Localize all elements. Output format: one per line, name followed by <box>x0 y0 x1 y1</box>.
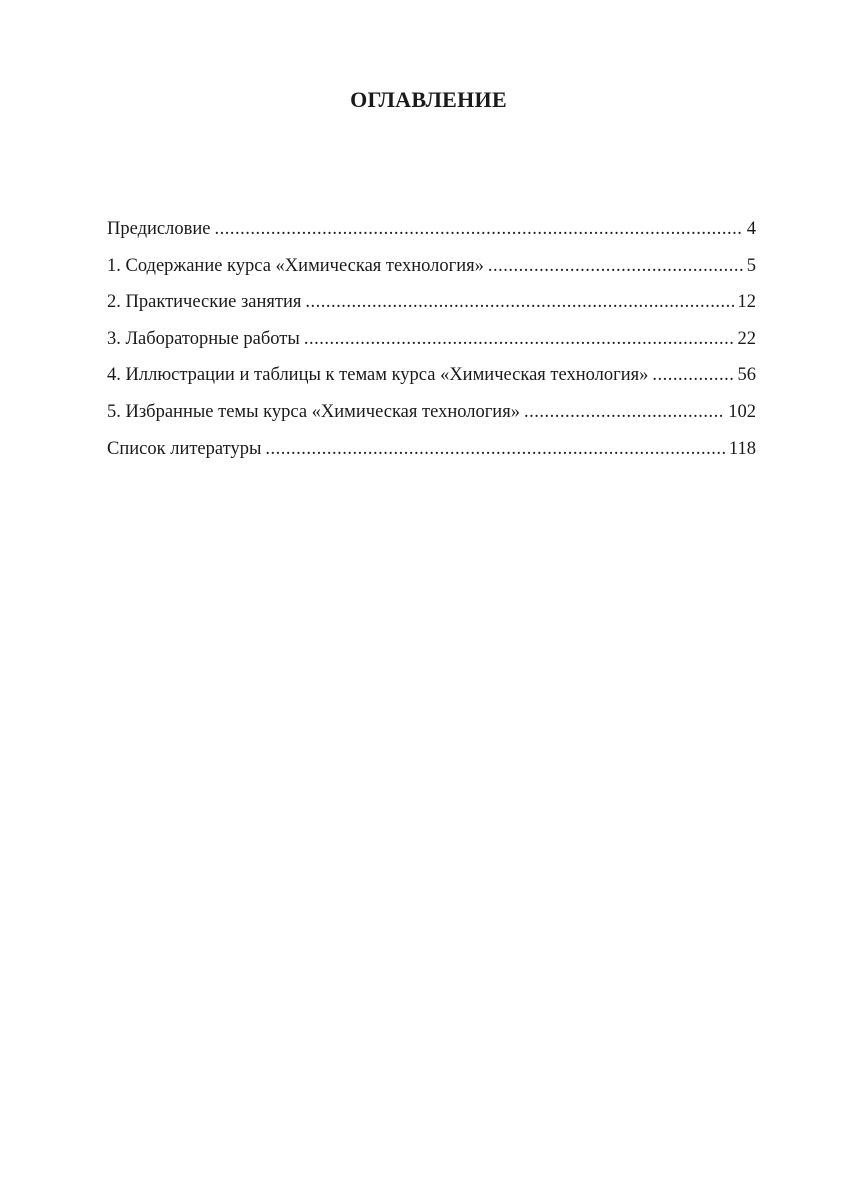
toc-entry-page: 4 <box>743 215 756 243</box>
toc-entry-course-content[interactable] <box>107 252 756 289</box>
dot-leader <box>488 252 743 280</box>
dot-leader <box>265 435 725 463</box>
dot-leader <box>652 361 733 389</box>
toc-entry-label: 2. Практические занятия <box>107 288 305 316</box>
toc-entry-practical-classes[interactable] <box>107 288 756 325</box>
toc-entry-label: 4. Иллюстрации и таблицы к темам курса «Химическая технология» <box>107 361 652 389</box>
dot-leader <box>524 398 724 426</box>
toc-entry-page: 56 <box>734 361 757 389</box>
toc-entry-label: Список литературы <box>107 435 265 463</box>
toc-entry-label: 3. Лабораторные работы <box>107 325 304 353</box>
toc-entry-page: 102 <box>724 398 756 426</box>
toc-entry-page: 118 <box>725 435 756 463</box>
dot-leader <box>305 288 733 316</box>
dot-leader <box>304 325 734 353</box>
toc-entry-label: 1. Содержание курса «Химическая технология» <box>107 252 488 280</box>
toc-entry-label: 5. Избранные темы курса «Химическая технология» <box>107 398 524 426</box>
toc-entry-references[interactable] <box>107 435 756 472</box>
toc-entry-page: 5 <box>743 252 756 280</box>
toc-entry-label: Предисловие <box>107 215 214 243</box>
dot-leader <box>214 215 742 243</box>
toc-entry-lab-works[interactable] <box>107 325 756 362</box>
toc-entry-page: 12 <box>734 288 757 316</box>
toc-entry-selected-topics[interactable] <box>107 398 756 435</box>
page-title: ОГЛАВЛЕНИЕ <box>350 87 507 112</box>
table-of-contents <box>107 215 756 471</box>
toc-entry-page: 22 <box>734 325 757 353</box>
toc-entry-illustrations[interactable] <box>107 361 756 398</box>
toc-entry-preface[interactable] <box>107 215 756 252</box>
